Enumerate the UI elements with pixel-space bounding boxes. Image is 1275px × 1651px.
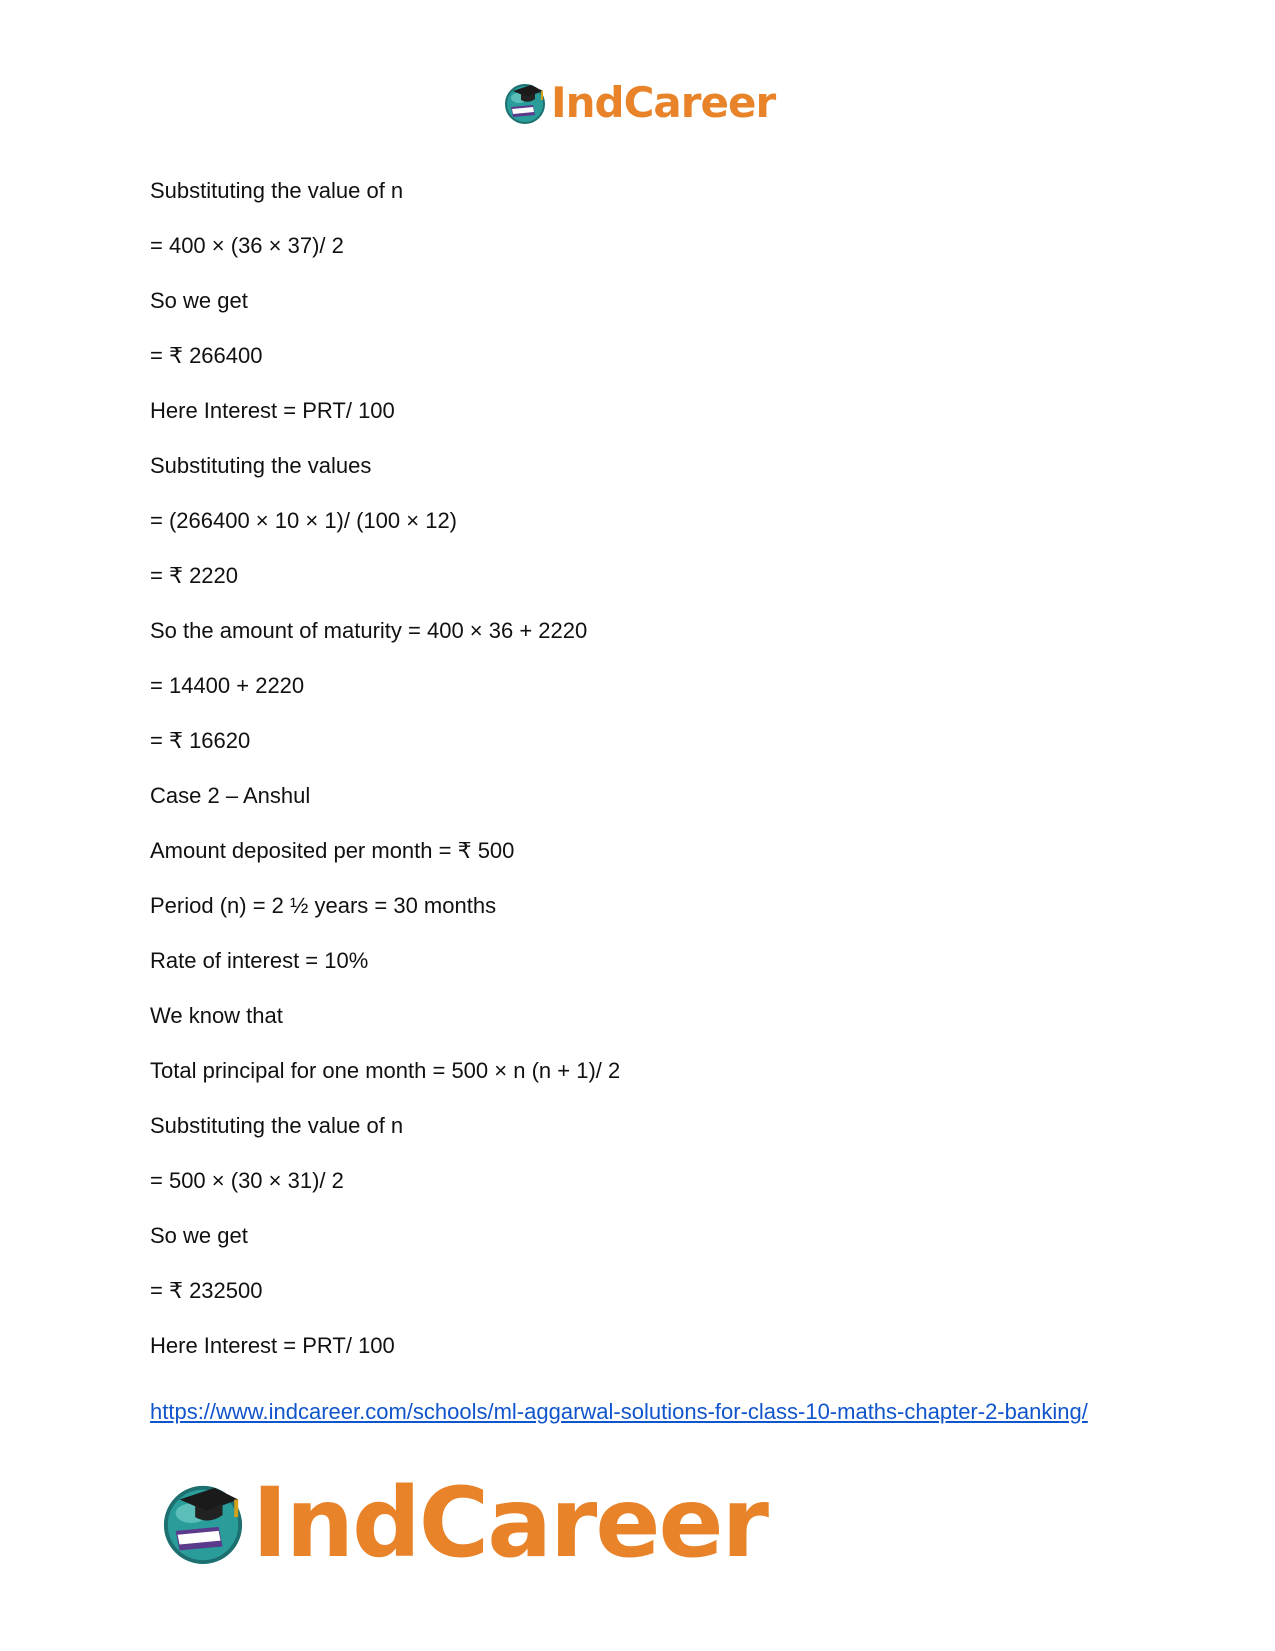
logo-wordmark: IndCareer	[551, 78, 776, 127]
text-line: Rate of interest = 10%	[150, 948, 369, 973]
footer-logo	[160, 1467, 767, 1579]
text-line: = ₹ 2220	[150, 563, 239, 588]
text-line: We know that	[150, 1003, 283, 1028]
text-line: = 400 × (36 × 37)/ 2	[150, 233, 344, 258]
document-body	[150, 178, 1130, 1388]
text-line: So we get	[150, 1223, 248, 1248]
logo-wordmark: IndCareer	[252, 1467, 767, 1579]
text-line: = ₹ 16620	[150, 728, 251, 753]
text-line: Substituting the values	[150, 453, 372, 478]
text-line: Total principal for one month = 500 × n (n + 1)/ 2	[150, 1058, 621, 1083]
text-line: So the amount of maturity = 400 × 36 + 2220	[150, 618, 588, 643]
text-line: = ₹ 266400	[150, 343, 263, 368]
text-line: = (266400 × 10 × 1)/ (100 × 12)	[150, 508, 458, 533]
header-logo	[503, 78, 775, 127]
text-line: Substituting the value of n	[150, 1113, 404, 1138]
text-line: = 500 × (30 × 31)/ 2	[150, 1168, 344, 1193]
text-line: = 14400 + 2220	[150, 673, 305, 698]
text-line: Here Interest = PRT/ 100	[150, 1333, 395, 1358]
text-line: So we get	[150, 288, 248, 313]
source-link[interactable]: https://www.indcareer.com/schools/ml-aggarwal-solutions-for-class-10-maths-chapter-2-banking/	[150, 1399, 1088, 1424]
text-line: Amount deposited per month = ₹ 500	[150, 838, 515, 863]
graduation-cap-book-globe-icon	[160, 1480, 246, 1566]
graduation-cap-book-globe-icon	[503, 81, 547, 125]
text-line: = ₹ 232500	[150, 1278, 263, 1303]
text-line: Period (n) = 2 ½ years = 30 months	[150, 893, 497, 918]
text-line: Here Interest = PRT/ 100	[150, 398, 395, 423]
text-line: Case 2 – Anshul	[150, 783, 311, 808]
text-line: Substituting the value of n	[150, 178, 404, 203]
